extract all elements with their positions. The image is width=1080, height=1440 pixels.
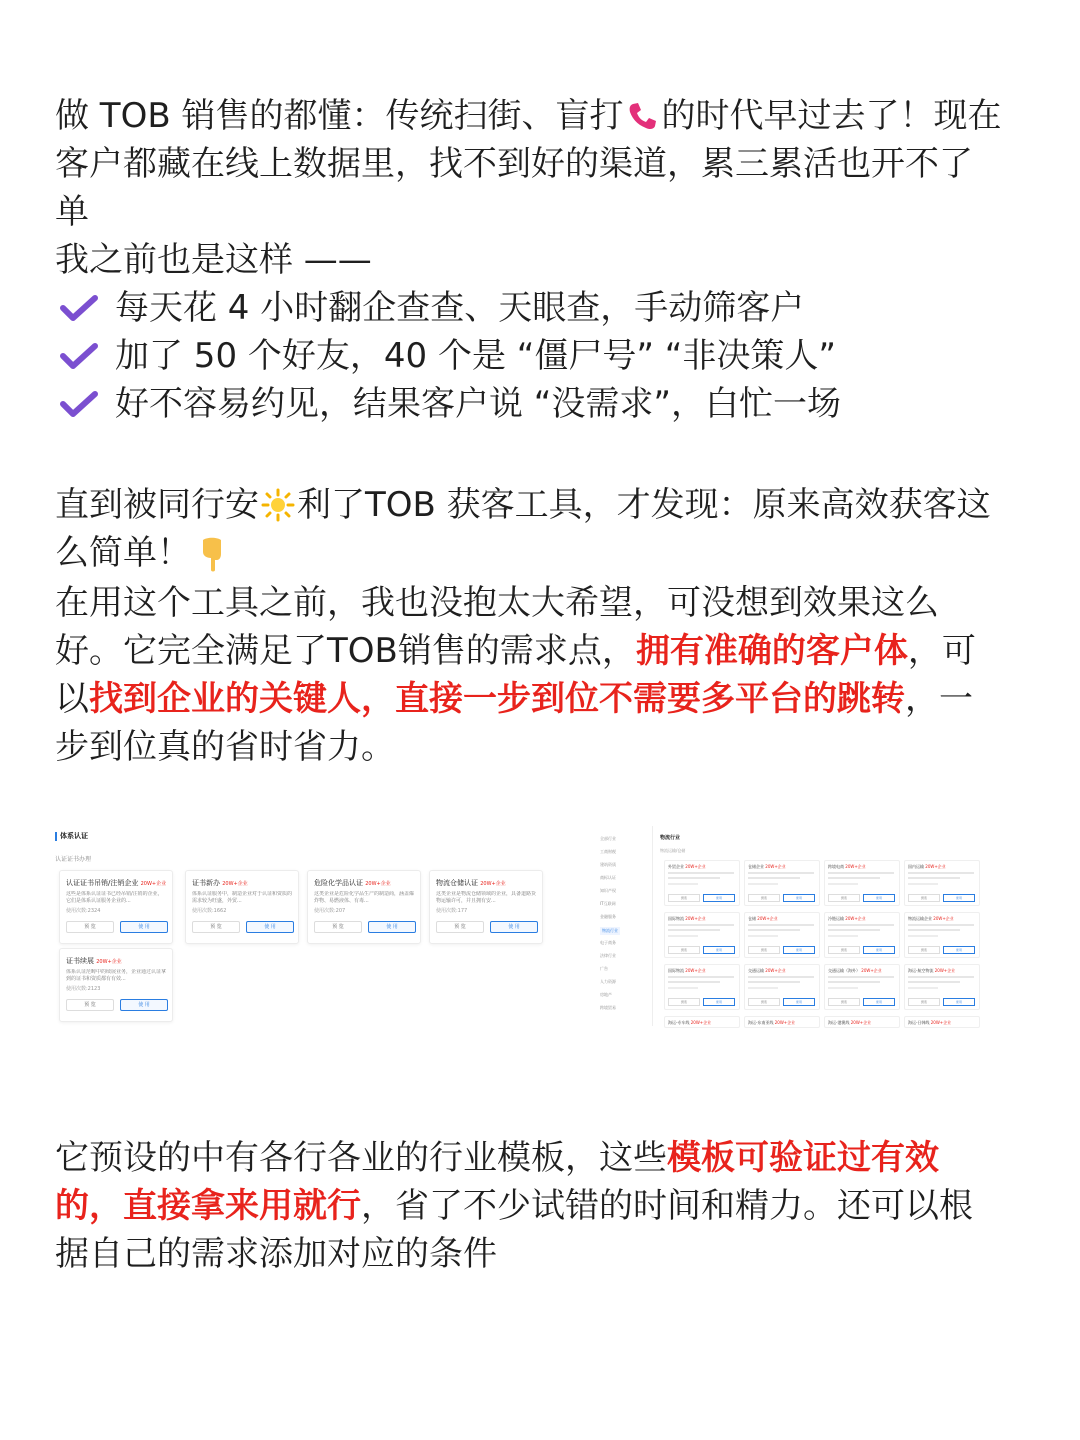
phone-icon <box>625 99 659 133</box>
preview-button[interactable]: 预 览 <box>66 921 114 933</box>
sidebar-item[interactable]: 人力资源 <box>600 979 616 984</box>
card-desc: 这类企业是危险化学品生产的制造商，涵盖爆炸物、易燃液体、有毒... <box>314 891 414 904</box>
text-line <box>55 92 1035 140</box>
preview-button[interactable]: 预览 <box>828 894 860 902</box>
mini-card-title <box>908 864 946 870</box>
text-line <box>55 627 1035 675</box>
card-title <box>436 878 506 888</box>
preview-button[interactable]: 预览 <box>668 894 700 902</box>
card-tag: 20W+企业 <box>222 881 248 887</box>
mini-card-title <box>668 1020 711 1026</box>
preview-button[interactable]: 预 览 <box>314 921 362 933</box>
mini-card-title <box>748 916 778 922</box>
text-span: 以 <box>55 679 89 719</box>
mini-card-name: 国际物流 <box>668 916 684 921</box>
template-card[interactable] <box>185 870 299 944</box>
text-placeholder <box>908 987 938 989</box>
mini-card-tag: 20W+企业 <box>861 968 882 973</box>
text-span: 么简单！ <box>55 533 191 573</box>
use-button[interactable]: 使用 <box>863 998 895 1006</box>
section-title: 体系认证 <box>55 832 88 841</box>
mini-template-card[interactable] <box>744 964 820 1010</box>
text-span: ，省了不少试错的时间和精力。还可以根 <box>361 1186 973 1226</box>
mini-card-title <box>908 968 955 974</box>
mini-card-title <box>668 968 706 974</box>
industry-sidebar <box>594 826 653 1026</box>
list-item-text: 每天花 4 小时翻企查查、天眼查，手动筛客户 <box>115 288 805 328</box>
template-card[interactable] <box>307 870 421 944</box>
mini-card-title <box>828 968 882 974</box>
mini-card-title <box>908 1020 951 1026</box>
list-item <box>55 332 1035 380</box>
highlight-text: 拥有准确的客户体 <box>635 631 908 671</box>
list-item <box>55 380 1035 428</box>
text-placeholder <box>748 877 800 879</box>
sidebar-item[interactable]: 跨境贸易 <box>600 1005 616 1010</box>
sidebar-item[interactable]: 金融服务 <box>600 914 616 919</box>
use-button[interactable]: 使用 <box>783 998 815 1006</box>
template-card[interactable] <box>59 948 173 1022</box>
mini-card-tag: 20W+企业 <box>685 916 706 921</box>
preview-button[interactable]: 预览 <box>748 998 780 1006</box>
mini-card-name: 国际物流 <box>668 968 684 973</box>
sidebar-item[interactable]: 建筑资质 <box>600 862 616 867</box>
text-placeholder <box>668 877 720 879</box>
mini-card-name: 物流运输企业 <box>908 916 932 921</box>
mini-card-tag: 20W+企业 <box>765 968 786 973</box>
text-span: 直到被同行安 <box>55 485 259 525</box>
mini-template-card[interactable] <box>664 912 740 958</box>
text-placeholder <box>668 883 698 885</box>
use-button[interactable]: 使 用 <box>120 921 168 933</box>
mini-card-tag: 20W+企业 <box>850 1020 872 1025</box>
mini-card-name: 仓储 <box>748 916 756 921</box>
mini-template-card[interactable] <box>664 964 740 1010</box>
use-button[interactable]: 使用 <box>943 998 975 1006</box>
text-placeholder <box>908 924 974 926</box>
text-line: 客户都藏在线上数据里，找不到好的渠道，累三累活也开不了 <box>55 144 973 184</box>
preview-button[interactable]: 预览 <box>668 946 700 954</box>
preview-button[interactable]: 预览 <box>748 946 780 954</box>
mini-card-name: 国内运输 <box>908 864 924 869</box>
mini-card-tag: 20W+企业 <box>845 916 866 921</box>
preview-button[interactable]: 预 览 <box>192 921 240 933</box>
text-line <box>55 1134 1035 1182</box>
mini-card-tag: 20W+企业 <box>925 864 946 869</box>
text-placeholder <box>908 929 960 931</box>
template-paragraph <box>55 1134 1035 1278</box>
mini-card-tag: 20W+企业 <box>685 864 706 869</box>
mini-card-title <box>828 916 866 922</box>
mini-card-tag: 20W+企业 <box>934 968 956 973</box>
text-placeholder <box>668 976 734 978</box>
mini-template-card[interactable] <box>744 1016 820 1028</box>
use-button[interactable]: 使用 <box>943 894 975 902</box>
template-card[interactable] <box>59 870 173 944</box>
mini-template-card[interactable] <box>824 964 900 1010</box>
text-line: 我之前也是这样 —— <box>55 240 372 280</box>
sidebar-item[interactable]: 全部行业 <box>600 836 616 841</box>
mini-card-name: 海运-日韩线 <box>908 1020 930 1025</box>
highlight-text: 的，直接拿来用就行 <box>55 1186 361 1226</box>
mini-card-tag: 20W+企业 <box>774 1020 796 1025</box>
mini-card-name: 交通运输（海外） <box>828 968 860 973</box>
mini-card-name: 交通运输 <box>748 968 764 973</box>
mini-card-name: 外贸企业 <box>668 864 684 869</box>
preview-button[interactable]: 预览 <box>748 894 780 902</box>
mini-template-card[interactable] <box>824 1016 900 1028</box>
section-title: 物流行业 <box>660 835 681 841</box>
card-count: 使用次数:207 <box>314 908 346 914</box>
sidebar-item[interactable]: 知识产权 <box>600 888 616 893</box>
mini-card-name: 海运-专车线 <box>668 1020 690 1025</box>
mini-card-title <box>908 916 954 922</box>
sidebar-item-active[interactable]: 物流行业 <box>602 928 618 933</box>
check-mark-icon <box>59 340 99 372</box>
text-placeholder <box>668 929 720 931</box>
card-title <box>66 878 166 888</box>
mini-card-title <box>668 916 706 922</box>
highlight-text: 模板可验证过有效 <box>667 1138 939 1178</box>
card-title <box>192 878 248 888</box>
text-placeholder <box>828 883 858 885</box>
preview-button[interactable]: 预览 <box>908 946 940 954</box>
card-title-text: 证书续展 <box>66 957 94 965</box>
mini-card-title <box>748 864 786 870</box>
preview-button[interactable]: 预 览 <box>436 921 484 933</box>
text-placeholder <box>748 872 814 874</box>
card-count: 使用次数:177 <box>436 908 468 914</box>
use-button[interactable]: 使 用 <box>490 921 538 933</box>
mini-card-name: 海运-航空物流 <box>908 968 934 973</box>
card-desc: 这类企业是物流仓储领域的企业，具备道路货物运输许可，并且拥有安... <box>436 891 536 904</box>
text-placeholder <box>668 872 734 874</box>
text-placeholder <box>908 981 960 983</box>
text-line: 步到位真的省时省力。 <box>55 727 395 767</box>
mini-template-card[interactable] <box>824 912 900 958</box>
mini-card-title <box>748 1020 795 1026</box>
sidebar-item[interactable]: 商标认证 <box>600 875 616 880</box>
text-placeholder <box>748 883 778 885</box>
text-placeholder <box>668 987 698 989</box>
text-span: ，一 <box>905 679 973 719</box>
card-desc: 体系认证范畴中的续展业务，企业通过认证拿到的证书和资质都有有效... <box>66 969 166 982</box>
text-line: 在用这个工具之前，我也没抱太大希望，可没想到效果这么 <box>55 583 939 623</box>
mini-template-card[interactable] <box>664 860 740 906</box>
text-line: 单 <box>55 192 89 232</box>
use-button[interactable]: 使用 <box>783 946 815 954</box>
text-placeholder <box>748 987 778 989</box>
mini-card-name: 冷链运输 <box>828 916 844 921</box>
text-span: ，可 <box>907 631 976 671</box>
mini-template-card[interactable] <box>664 1016 740 1028</box>
text-placeholder <box>748 981 800 983</box>
text-placeholder <box>828 981 880 983</box>
mini-card-title <box>828 864 866 870</box>
sidebar-item[interactable]: 法律行业 <box>600 953 616 958</box>
text-placeholder <box>668 924 734 926</box>
use-button[interactable]: 使 用 <box>120 999 168 1011</box>
card-count: 使用次数:1662 <box>192 908 227 914</box>
mini-card-title <box>828 1020 871 1026</box>
text-placeholder <box>908 877 960 879</box>
mini-template-card[interactable] <box>904 912 980 958</box>
card-title-text: 证书新办 <box>192 879 220 887</box>
tool-benefit-paragraph <box>55 579 1035 771</box>
text-line <box>55 529 1035 577</box>
card-tag: 20W+企业 <box>96 959 122 965</box>
text-placeholder <box>828 976 894 978</box>
text-placeholder <box>668 935 698 937</box>
card-title <box>314 878 391 888</box>
text-span: 它预设的中有各行各业的行业模板，这些 <box>55 1138 667 1178</box>
text-span: 好。它完全满足了TOB销售的需求点， <box>55 631 636 671</box>
mini-template-card[interactable] <box>904 1016 980 1028</box>
text-placeholder <box>748 929 800 931</box>
text-placeholder <box>748 935 778 937</box>
card-title <box>66 956 122 966</box>
mini-template-card[interactable] <box>904 964 980 1010</box>
certification-screenshot <box>55 826 555 1026</box>
text-line <box>55 481 1035 529</box>
list-item-text: 加了 50 个好友，40 个是 “僵尸号” “非决策人” <box>115 336 837 376</box>
text-placeholder <box>828 877 880 879</box>
text-span: 做 TOB 销售的都懂：传统扫街、盲打 <box>55 96 624 136</box>
card-tag: 20W+企业 <box>140 881 167 887</box>
highlight-text: 找到企业的关键人，直接一步到位不需要多平台的跳转 <box>89 679 905 719</box>
sidebar-item[interactable]: 工商财税 <box>600 849 616 854</box>
mini-card-name: 仓储企业 <box>748 864 764 869</box>
intro-paragraph <box>55 92 1035 284</box>
template-card[interactable] <box>429 870 543 944</box>
preview-button[interactable]: 预览 <box>828 998 860 1006</box>
mini-card-tag: 20W+企业 <box>845 864 866 869</box>
mini-card-tag: 20W+企业 <box>685 968 706 973</box>
use-button[interactable]: 使用 <box>783 894 815 902</box>
card-count: 使用次数:2324 <box>66 908 101 914</box>
use-button[interactable]: 使用 <box>703 894 735 902</box>
card-tag: 20W+企业 <box>480 881 506 887</box>
pointing-down-hand-icon <box>193 534 233 574</box>
mini-card-name: 海运-东南亚线 <box>748 1020 774 1025</box>
text-placeholder <box>828 924 894 926</box>
text-line: 据自己的需求添加对应的条件 <box>55 1234 497 1274</box>
mini-card-tag: 20W+企业 <box>933 916 954 921</box>
text-placeholder <box>908 883 938 885</box>
preview-button[interactable]: 预览 <box>908 894 940 902</box>
use-button[interactable]: 使用 <box>943 946 975 954</box>
list-item-text: 好不容易约见，结果客户说 “没需求”，白忙一场 <box>115 384 842 424</box>
mini-template-card[interactable] <box>744 912 820 958</box>
card-desc: 体系认证服务中，制造企业对于认证和资质的需求较为旺盛，外贸... <box>192 891 292 904</box>
list-item <box>55 284 1035 332</box>
text-placeholder <box>748 976 814 978</box>
sidebar-item[interactable]: 电子商务 <box>600 940 616 945</box>
mini-template-card[interactable] <box>824 860 900 906</box>
mini-card-title <box>748 968 786 974</box>
mini-card-name: 海运-港澳线 <box>828 1020 850 1025</box>
pain-point-list <box>55 284 1035 428</box>
text-placeholder <box>828 929 880 931</box>
text-placeholder <box>748 924 814 926</box>
mini-template-card[interactable] <box>744 860 820 906</box>
mini-template-card[interactable] <box>904 860 980 906</box>
text-line <box>55 675 1035 723</box>
check-mark-icon <box>59 388 99 420</box>
card-title-text: 危险化学品认证 <box>314 879 363 887</box>
industry-template-screenshot <box>594 826 994 1026</box>
sidebar-item[interactable]: IT互联网 <box>600 901 616 906</box>
text-placeholder <box>828 987 858 989</box>
text-span: 利了TOB 获客工具，才发现：原来高效获客这 <box>297 485 991 525</box>
text-placeholder <box>828 935 858 937</box>
text-placeholder <box>908 872 974 874</box>
text-placeholder <box>828 872 894 874</box>
use-button[interactable]: 使 用 <box>246 921 294 933</box>
card-title-text: 认证证书吊销/注销企业 <box>66 879 139 887</box>
mini-card-tag: 20W+企业 <box>930 1020 952 1025</box>
card-tag: 20W+企业 <box>365 881 391 887</box>
text-placeholder <box>908 976 974 978</box>
text-span: 的时代早过去了！现在 <box>661 96 1002 136</box>
use-button[interactable]: 使用 <box>703 998 735 1006</box>
mini-card-tag: 20W+企业 <box>765 864 786 869</box>
discovery-paragraph <box>55 481 1035 577</box>
sun-icon <box>261 488 295 522</box>
sidebar-item[interactable]: 房地产 <box>600 992 612 997</box>
use-button[interactable]: 使用 <box>703 946 735 954</box>
check-mark-icon <box>59 292 99 324</box>
card-desc: 这些是体系认证证书已经吊销/注销的企业，它们是体系认证服务企业的... <box>66 891 163 904</box>
preview-button[interactable]: 预览 <box>668 998 700 1006</box>
mini-card-name: 跨境电商 <box>828 864 844 869</box>
sidebar-item[interactable]: 广告 <box>600 966 608 971</box>
mini-card-tag: 20W+企业 <box>757 916 778 921</box>
card-title-text: 物流仓储认证 <box>436 879 478 887</box>
mini-card-title <box>668 864 706 870</box>
section-subtitle: 认证证书办理 <box>55 856 92 863</box>
use-button[interactable]: 使 用 <box>368 921 416 933</box>
preview-button[interactable]: 预览 <box>908 998 940 1006</box>
use-button[interactable]: 使用 <box>863 894 895 902</box>
preview-button[interactable]: 预览 <box>828 946 860 954</box>
section-subtitle: 物流运输/仓储 <box>660 848 686 853</box>
text-line <box>55 1182 1035 1230</box>
use-button[interactable]: 使用 <box>863 946 895 954</box>
card-count: 使用次数:2123 <box>66 986 101 992</box>
mini-card-tag: 20W+企业 <box>690 1020 712 1025</box>
text-placeholder <box>908 935 938 937</box>
preview-button[interactable]: 预 览 <box>66 999 114 1011</box>
text-placeholder <box>668 981 720 983</box>
